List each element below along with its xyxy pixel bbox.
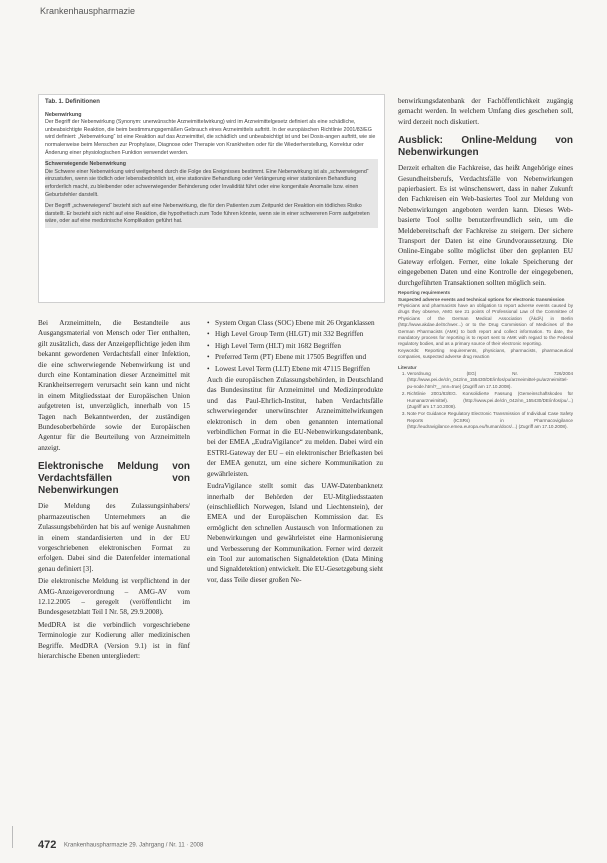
middle-column: [207, 318, 383, 587]
section-heading: Ausblick: Online-Meldung von Nebenwirkungen: [398, 135, 573, 159]
paragraph: MedDRA ist die verbindlich vorgeschriebene Terminologie zur Kodierung aller medizinischen Begriffe. MedDRA (Version 9.1) ist in fünf hierarchische Ebenen untergliedert:: [38, 620, 190, 660]
paragraph: Die Meldung des Zulassungsinhabers/ pharmazeutischen Unternehmers an die Zulassungsbehörden hat bis auf wenige Ausnahmen in einem standardisierten und in der EU vorgeschriebenen elektronischen Format zu erfolgen. Dabei sind die Datenfelder international genau definiert [3].: [38, 502, 190, 573]
left-column: [38, 318, 190, 663]
journal-citation: Krankenhauspharmazie 29. Jahrgang / Nr. 11 · 2008: [64, 842, 204, 849]
table-row-heading: Nebenwirkung: [45, 111, 82, 118]
table-row: [45, 159, 378, 201]
list-item: 3. Note For Guidance Regulatory Electronic Transmission of Individual Case Safety Reports (ICSRs) in Pharmacovigilance (http://eudravigilance.emea.europa.eu/human/docs/...) (Zugriff am 17.10.2008).: [407, 411, 573, 430]
literature-list: [398, 371, 573, 431]
paragraph: Die elektronische Meldung ist verpflichtend in der AMG-Anzeigeverordnung – AMG-AV vom 12.12.2005 – geregelt (veröffentlicht im Bundesgesetzblatt Teil I Nr. 58, 29.9.2008).: [38, 577, 190, 617]
summary-keywords: Keywords: Reporting requirements, physicians, pharmacists, pharmaceutical companies, suspected adverse drug reaction: [398, 347, 573, 360]
right-column: [398, 96, 573, 432]
meddra-levels-list: [207, 318, 383, 374]
page-edge-mark: [12, 826, 13, 848]
list-item: 2. Richtlinie 2001/83/EG. Konsolidierte Fassung (Gemeinschaftskodex für Humanarzneimittel). (http://www.pei.de/cln_042/nn_155430/DE/infos/pu/...) (Zugriff am 17.10.2008).: [407, 391, 573, 410]
table-row-text: Der Begriff „schwerwiegend“ bezieht sich auf eine Nebenwirkung, die für den Patienten zum Zeitpunkt der Reaktion ein tödliches Risiko darstellt. Er bezieht sich nicht auf eine Reaktion, die hypothetisch zum Tode führen könnte, wenn sie in einer schwereren Form aufgetreten wäre, oder auf eine medizinische Komplikation geführt hat.: [45, 203, 370, 225]
running-header: Krankenhauspharmazie: [40, 6, 136, 16]
paragraph: benwirkungsdatenbank der Fachöffentlichkeit zugängig gemacht werden. In welchem Umfang dies geschehen soll, wird derzeit noch diskutiert.: [398, 97, 573, 126]
literature-heading: Literatur: [398, 364, 417, 370]
table-row-text: Die Schwere einer Nebenwirkung wird weitgehend durch die Folge des Ereignisses bestimmt. Eine Nebenwirkung ist als „schwerwiegend“ einzustufen, wenn sie tödlich oder lebensbedrohlich ist, eine stationäre Behandlung oder Verlängerung einer stationären Behandlung erforderlich macht, zu bleibender oder schwerwiegender Behinderung oder Invalidität führt oder eine kongenitale Anomalie bzw. einen Geburtsfehler darstellt.: [45, 168, 369, 198]
list-item: 1. Verordnung (EG) Nr. 726/2004 (http://www.pei.de/cln_042/nn_155430/DE/infos/pu/arzneimittel-pu/arzneimittel-pu-node.html?__nnn=true) (Zugriff am 17.10.2008).: [407, 371, 573, 390]
english-summary: [398, 290, 573, 431]
table-row-heading: Schwerwiegende Nebenwirkung: [45, 161, 126, 168]
list-item: • Lowest Level Term (LLT) Ebene mit 47115 Begriffen: [215, 364, 383, 374]
definitions-table: [38, 94, 385, 303]
table-row: [45, 201, 378, 228]
list-item: • High Level Group Term (HLGT) mit 332 Begriffen: [215, 329, 383, 339]
list-item: • High Level Term (HLT) mit 1682 Begriffen: [215, 341, 383, 351]
paragraph: Auch die europäischen Zulassungsbehörden, in Deutschland das Bundesinstitut für Arzneimittel und Medizinprodukte und das Paul-Ehrlich-Institut, haben Verdachtsfälle schwerwiegender unerwünschter Arzneimittelwirkungen elektronisch in dem oben genannten international verbindlichen Format in die EU-Nebenwirkungsdatenbank, bei der EMEA „EudraVigilance“ zu melden. Dabei wird ein ESTRI-Gateway der EU – ein elektronischer Briefkasten bei der EMEA genutzt, um eine sichere Kommunikation zu gewährleisten.: [207, 376, 383, 478]
paragraph: Derzeit erhalten die Fachkreise, das heißt Angehörige eines Gesundheitsberufs, Verdachtsfälle von Nebenwirkungen papierbasiert. Es ist wünschenswert, dass in naher Zukunft den Fachkreisen ein Web-basiertes Tool zur Meldung von Nebenwirkungen angeboten werden kann. Dieses Web-basierte Tool sollte benutzerfreundlich sein, um die Meldebereitschaft der Fachkreise zu steigern. Der sichere Transport der Daten ist eine Grundvoraussetzung. Die Online-Eingabe sollte möglichst über den geplanten EU Gateway erfolgen. Ferner, eine lokale Speicherung der eingegebenen Daten und eine Kontrolle der eingegebenen, durchgeführten Transaktionen sollten möglich sein.: [398, 164, 573, 287]
table-row: [45, 110, 378, 160]
page-number: 472: [38, 839, 57, 851]
list-item: • System Organ Class (SOC) Ebene mit 26 Organklassen: [215, 318, 383, 328]
table-caption: Tab. 1. Definitionen: [45, 99, 100, 105]
paragraph: Bei Arzneimitteln, die Bestandteile aus Ausgangsmaterial von Mensch oder Tier enthalten, gilt zusätzlich, dass der Anzeigepflichtige jeden ihm bekannt gewordenen Verdachtsfall einer Infektion, die eine schwerwiegende Nebenwirkung ist und durch eine Kontamination dieser Arzneimittel mit Krankheitserregern verursacht sein kann und nicht in einem Mitgliedsstaat der Europäischen Union aufgetreten ist, unverzüglich, innerhalb von 15 Tagen nach Bekanntwerden, der zuständigen Bundesoberbehörde sowie der Europäischen Agentur für die Beurteilung von Arzneimitteln anzeigt.: [38, 319, 190, 452]
summary-subheading: Suspected adverse events and technical options for electronic transmission: [398, 296, 565, 302]
summary-heading: Reporting requirements: [398, 290, 451, 296]
summary-text: Physicians and pharmacists have an obligation to report adverse events caused by drugs they observe, AMG see 21 points of Professional Law of the Committee of Physicians of the German Medical Association (ÄkdÄ) in Berlin (http://www.akdae.de/Schwer...) or to the Drug Commission of Medicines of the German Pharmacists (AMK) to both report and collect information. To date, the mandatory process for reporting is to report sent to AMK with regard to the Federal regulatory bodies, and as a primary source of their electronic reporting.: [398, 302, 573, 347]
list-item: • Preferred Term (PT) Ebene mit 17505 Begriffen und: [215, 352, 383, 362]
page-footer: [38, 839, 578, 851]
paragraph: EudraVigilance stellt somit das UAW-Datenbanknetz innerhalb der Behörden der EU-Mitgliedsstaaten (einschließlich Norwegen, Island und Liechtenstein), der EMEA und der Europäischen Kommission dar. Es ermöglicht den schnellen Austausch von Informationen zu Nebenwirkungen und gewährleistet eine Harmonisierung und Verbesserung der Kommunikation. Ferner wird derzeit ein Tool zur automatischen Signaldetektion (Data Mining und Signaldetektion) entwickelt. Die EU-Gesetzgebung sieht vor, dass Teile dieser großen Ne-: [207, 482, 383, 584]
section-heading: Elektronische Meldung von Verdachtsfällen von Nebenwirkungen: [38, 461, 190, 497]
table-row-text: Der Begriff der Nebenwirkung (Synonym: unerwünschte Arzneimittelwirkung) wird im Arzneimittelgesetz definiert als eine schädliche, unbeabsichtigte Reaktion, die beim bestimmungsgemäßen Gebrauch eines Arzneimittels auftritt. In der europäischen Richtlinie 2001/83/EG wird definiert: „Nebenwirkung“ ist eine Reaktion auf das Arzneimittel, die schädlich und unbeabsichtigt ist und bei Dosis-angen auftritt, wie sie normalerweise beim Menschen zur Prophylaxe, Diagnose oder Therapie von Krankheiten oder für die Wiederherstellung, Korrektur oder Änderung einer physiologischen Funktion verwendet werden.: [45, 119, 376, 156]
